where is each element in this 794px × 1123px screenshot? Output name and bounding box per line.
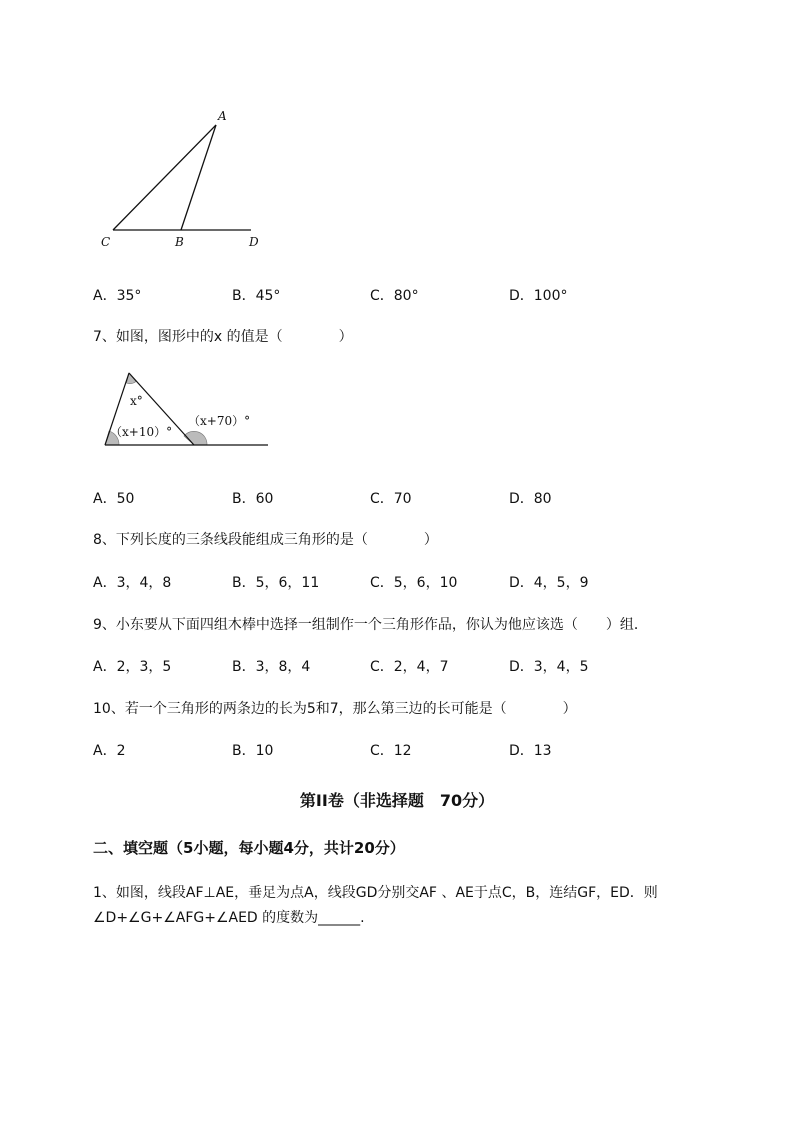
option-c[interactable]: C．70 bbox=[370, 491, 412, 507]
option-b[interactable]: B．5，6，11 bbox=[232, 575, 320, 591]
q7-options bbox=[93, 488, 713, 508]
q8-options bbox=[93, 572, 713, 592]
q7-stem: 7、如图，图形中的x 的值是（ ） bbox=[93, 329, 353, 345]
segment-CA bbox=[113, 125, 216, 230]
option-b[interactable]: B．60 bbox=[232, 491, 274, 507]
option-a[interactable]: A．50 bbox=[93, 491, 135, 507]
label-B: B bbox=[175, 235, 184, 249]
q8-stem: 8、下列长度的三条线段能组成三角形的是（ ） bbox=[93, 532, 438, 548]
option-b[interactable]: B．3，8，4 bbox=[232, 659, 311, 675]
option-a[interactable]: A．3，4，8 bbox=[93, 575, 172, 591]
option-c[interactable]: C．12 bbox=[370, 743, 412, 759]
label-C: C bbox=[101, 235, 111, 249]
option-d[interactable]: D．80 bbox=[509, 491, 552, 507]
option-d[interactable]: D．3，4，5 bbox=[509, 659, 589, 675]
option-a[interactable]: A．2，3，5 bbox=[93, 659, 172, 675]
option-b[interactable]: B．45° bbox=[232, 288, 281, 304]
label-D: D bbox=[249, 235, 259, 249]
label-top-angle: x° bbox=[130, 394, 143, 408]
option-b[interactable]: B．10 bbox=[232, 743, 274, 759]
q10-options bbox=[93, 740, 713, 760]
q9-options bbox=[93, 656, 713, 676]
q10-stem: 10、若一个三角形的两条边的长为5和7，那么第三边的长可能是（ ） bbox=[93, 701, 577, 717]
section-title: 第II卷（非选择题 70分） bbox=[299, 791, 495, 810]
option-d[interactable]: D．100° bbox=[509, 288, 568, 304]
label-exterior-angle: （x+70）° bbox=[188, 414, 251, 428]
fill1-line1: 1、如图，线段AF⊥AE，垂足为点A，线段GD分别交AF 、AE于点C，B，连结GF，ED．则 bbox=[93, 885, 658, 901]
q9-stem: 9、小东要从下面四组木棒中选择一组制作一个三角形作品，你认为他应该选（ ）组． bbox=[93, 617, 648, 633]
option-c[interactable]: C．2，4，7 bbox=[370, 659, 449, 675]
fill1-line2: ∠D+∠G+∠AFG+∠AED 的度数为______. bbox=[93, 910, 365, 926]
q7-triangle-figure bbox=[100, 365, 275, 455]
option-a[interactable]: A．2 bbox=[93, 743, 126, 759]
part-title: 二、填空题（5小题，每小题4分，共计20分） bbox=[93, 839, 405, 857]
option-c[interactable]: C．5，6，10 bbox=[370, 575, 458, 591]
option-c[interactable]: C．80° bbox=[370, 288, 419, 304]
option-d[interactable]: D．4，5，9 bbox=[509, 575, 589, 591]
label-base-angle: （x+10）° bbox=[110, 425, 173, 439]
q6-options bbox=[93, 285, 713, 305]
option-a[interactable]: A．35° bbox=[93, 288, 142, 304]
q6-triangle-figure bbox=[95, 105, 270, 255]
option-d[interactable]: D．13 bbox=[509, 743, 552, 759]
segment-BA bbox=[181, 125, 216, 230]
label-A: A bbox=[218, 109, 227, 123]
